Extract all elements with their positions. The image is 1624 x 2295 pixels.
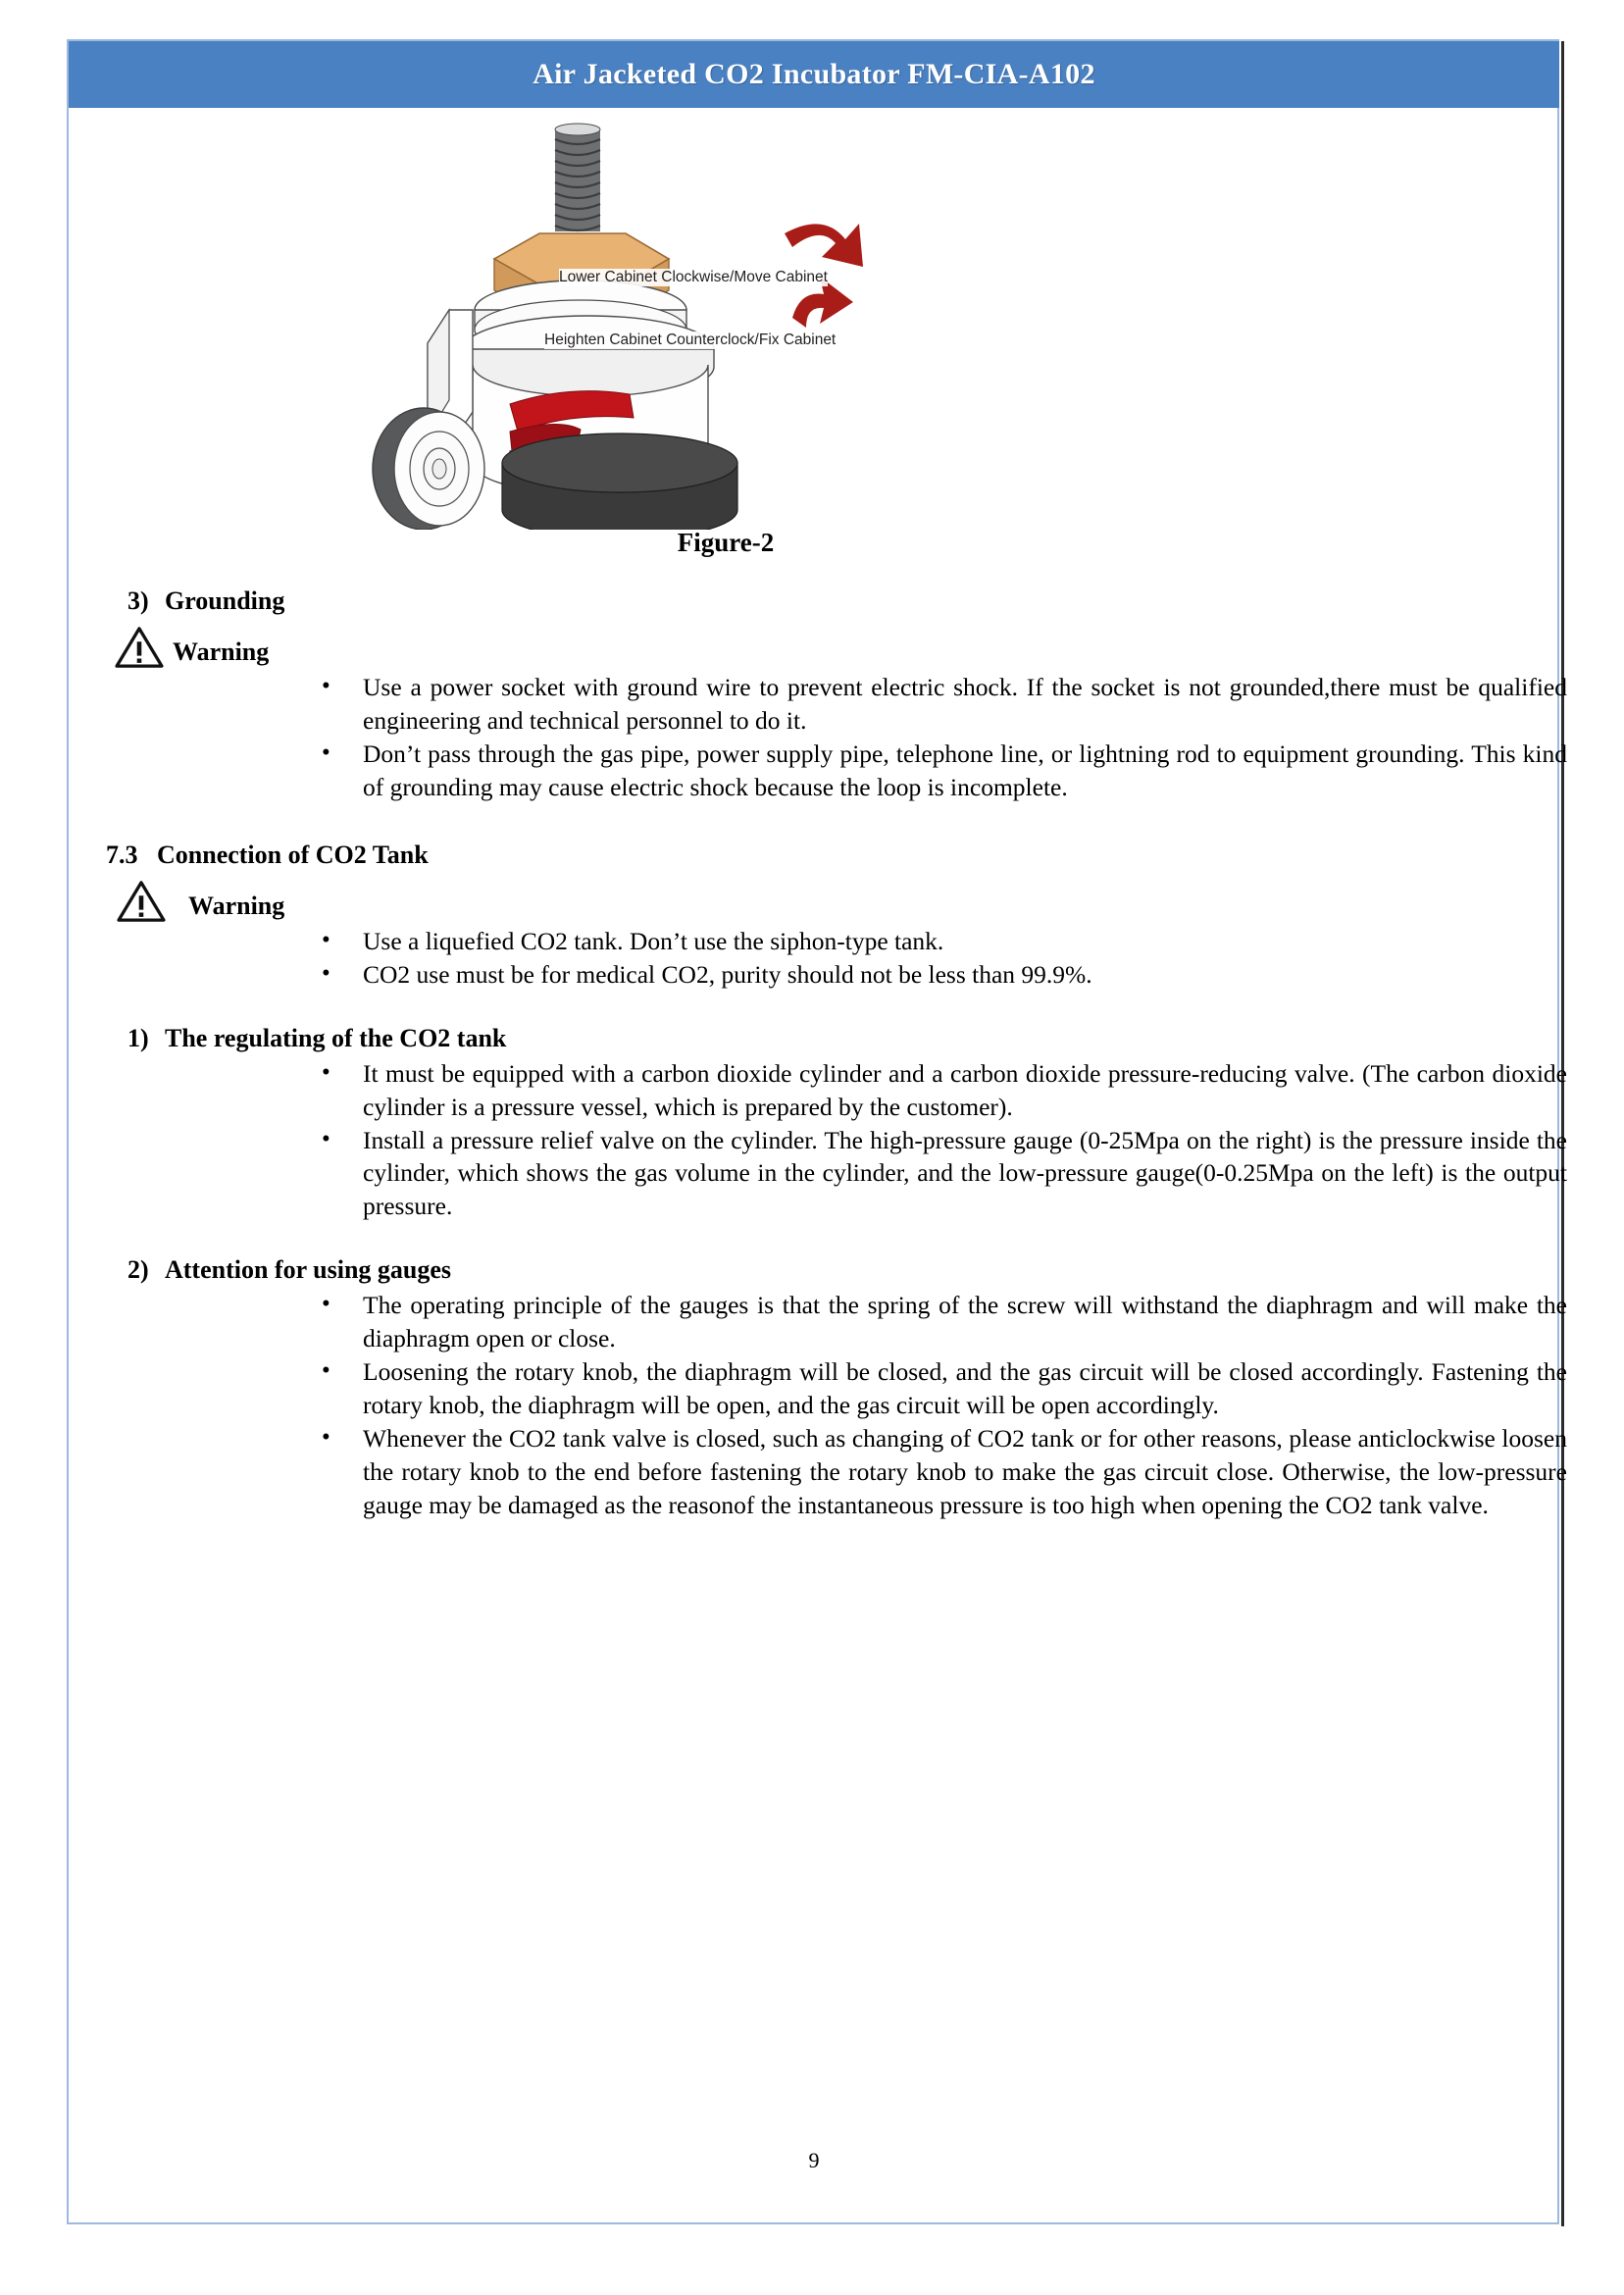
list-item xyxy=(322,958,1567,992)
list-item-text: It must be equipped with a carbon dioxide cylinder and a carbon dioxide pressure-reducing valve. (The carbon dioxide cylinder is a pressure vessel, which is prepared by the customer). xyxy=(363,1058,1567,1121)
list-item xyxy=(322,1289,1567,1355)
heading-connection-number: 7.3 xyxy=(106,840,138,869)
warning-triangle-icon xyxy=(116,880,167,923)
warning-block-grounding xyxy=(114,626,1559,669)
list-item-text: Install a pressure relief valve on the cylinder. The high-pressure gauge (0-25Mpa on the right) is the pressure inside the cylinder, which shows the gas volume in the cylinder, and the low-pressure gauge(0-0.25Mpa on the left) is the output pressure. xyxy=(363,1125,1567,1221)
list-item-text: Whenever the CO2 tank valve is closed, such as changing of CO2 tank or for other reasons, please anticlockwise loosen the rotary knob to the end before fastening the rotary knob to make the gas circuit close. Otherwise, the low-pressure gauge may be damaged as the reasonof the instantaneous pressure is too high when opening the CO2 tank valve. xyxy=(363,1423,1567,1519)
bullet-marker: • xyxy=(322,959,330,987)
bullet-marker: • xyxy=(322,1357,330,1385)
warning-triangle-icon xyxy=(114,626,165,669)
regulating-bullet-list xyxy=(322,1057,1567,1224)
list-item-text: Use a liquefied CO2 tank. Don’t use the siphon-type tank. xyxy=(363,926,944,955)
bullet-marker: • xyxy=(322,1125,330,1152)
grounding-bullet-list-wrapper xyxy=(322,671,1567,804)
bullet-marker: • xyxy=(322,673,330,700)
connection-bullet-list-wrapper xyxy=(322,925,1567,992)
list-item-text: Don’t pass through the gas pipe, power supply pipe, telephone line, or lightning rod to equipment grounding. This kind of grounding may cause electric shock because the loop is incomplete. xyxy=(363,739,1567,801)
list-item xyxy=(322,1124,1567,1224)
attention-bullet-list xyxy=(322,1289,1567,1521)
page-number: 9 xyxy=(808,2148,820,2172)
figure-label-heighten-cabinet: Heighten Cabinet Counterclock/Fix Cabinet xyxy=(544,332,837,348)
list-item xyxy=(322,738,1567,804)
regulating-bullet-list-wrapper xyxy=(322,1057,1567,1224)
warning-label-connection: Warning xyxy=(188,891,285,920)
heading-grounding xyxy=(127,584,1559,618)
clockwise-arrow-icon xyxy=(785,224,863,267)
bullet-marker: • xyxy=(322,1423,330,1451)
heading-regulating-text: The regulating of the CO2 tank xyxy=(165,1023,507,1052)
figure-2-illustration xyxy=(69,110,1559,571)
base-pad xyxy=(502,434,737,530)
list-item xyxy=(322,1057,1567,1124)
document-header-banner xyxy=(69,41,1559,108)
grounding-bullet-list xyxy=(322,671,1567,804)
figure-caption: Figure-2 xyxy=(677,528,775,557)
connection-bullet-list xyxy=(322,925,1567,992)
page-content xyxy=(69,110,1567,2172)
heading-connection-text: Connection of CO2 Tank xyxy=(157,840,429,869)
list-item xyxy=(322,671,1567,738)
warning-label-grounding: Warning xyxy=(173,638,270,667)
heading-attention-text: Attention for using gauges xyxy=(165,1255,452,1285)
warning-block-connection xyxy=(116,880,1559,923)
leveling-caster-diagram xyxy=(363,118,990,530)
list-item xyxy=(322,1422,1567,1522)
heading-attention-gauges xyxy=(127,1252,1559,1287)
bullet-marker: • xyxy=(322,739,330,766)
heading-grounding-text: Grounding xyxy=(165,586,285,615)
list-item-text: Use a power socket with ground wire to prevent electric shock. If the socket is not grounded,there must be qualified engineering and technical personnel to do it. xyxy=(363,673,1567,735)
bullet-marker: • xyxy=(322,926,330,953)
attention-bullet-list-wrapper xyxy=(322,1289,1567,1521)
heading-regulating-number: 1) xyxy=(127,1023,149,1052)
list-item-text: CO2 use must be for medical CO2, purity should not be less than 99.9%. xyxy=(363,959,1092,989)
figure-label-lower-cabinet: Lower Cabinet Clockwise/Move Cabinet xyxy=(559,269,828,285)
caster-wheel xyxy=(373,310,484,530)
heading-grounding-number: 3) xyxy=(127,586,149,615)
list-item-text: Loosening the rotary knob, the diaphragm will be closed, and the gas circuit will be closed accordingly. Fastening the rotary knob, the diaphragm will be open, and the gas circuit will be open accordingly. xyxy=(363,1357,1567,1420)
heading-regulating-co2-tank xyxy=(127,1021,1559,1055)
heading-attention-number: 2) xyxy=(127,1255,149,1285)
threaded-stem-icon xyxy=(555,124,600,231)
bullet-marker: • xyxy=(322,1291,330,1318)
list-item xyxy=(322,1355,1567,1422)
bullet-marker: • xyxy=(322,1058,330,1086)
list-item xyxy=(322,925,1567,958)
heading-connection-co2-tank xyxy=(106,838,1559,872)
page-title: Air Jacketed CO2 Incubator FM-CIA-A102 xyxy=(533,58,1095,90)
list-item-text: The operating principle of the gauges is that the spring of the screw will withstand the diaphragm and will make the diaphragm open or close. xyxy=(363,1291,1567,1353)
